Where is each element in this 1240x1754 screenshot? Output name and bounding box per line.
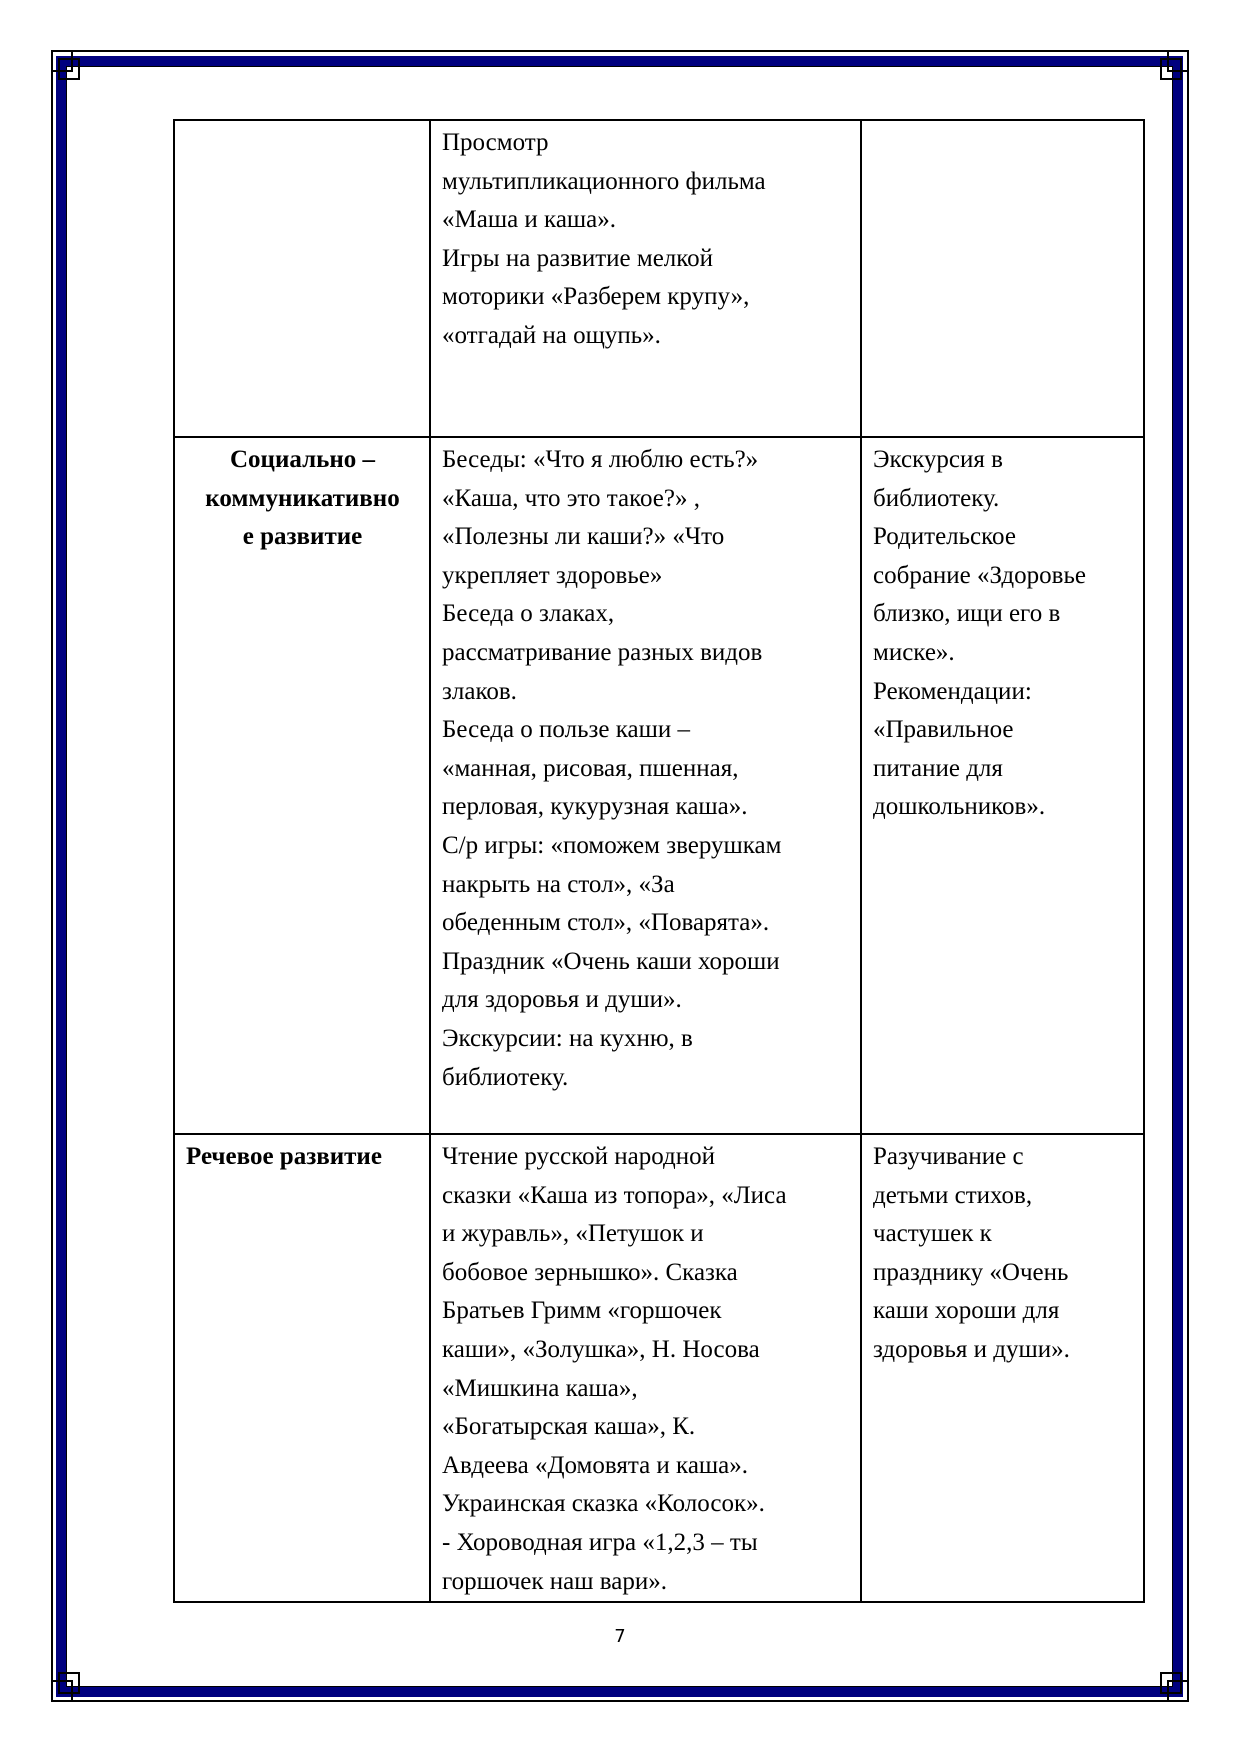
cell-text-line: каши», «Золушка», Н. Носова [442, 1335, 760, 1363]
cell-text-line: библиотеку. [873, 484, 1000, 512]
cell-text-line: Разучивание с [873, 1143, 1024, 1170]
cell-text-line: «отгадай на ощупь». [442, 321, 661, 349]
cell-text-line: Братьев Гримм «горшочек [442, 1297, 722, 1325]
cell-text-line: Праздник «Очень каши хороши [442, 947, 780, 975]
frame-corner-ornament [58, 1672, 80, 1694]
cell-text-line: собрание «Здоровье [873, 561, 1086, 589]
activities-cell [430, 437, 861, 1134]
area-cell [174, 120, 430, 437]
page-number: 7 [614, 1626, 626, 1647]
cell-text-line: Авдеева «Домовята и каша». [442, 1451, 749, 1479]
cell-text-line: «Каша, что это такое?» , [442, 484, 700, 512]
cell-text-line: библиотеку. [442, 1063, 569, 1091]
frame-corner-ornament [1160, 1672, 1182, 1694]
cell-text-line: близко, ищи его в [873, 600, 1061, 628]
cell-text-line: «Правильное [873, 716, 1014, 744]
activities-cell [430, 1134, 861, 1602]
cell-text-line: - Хороводная игра «1,2,3 – ты [442, 1528, 758, 1556]
cell-text-line: перловая, кукурузная каша». [442, 793, 748, 821]
cell-text-line: моторики «Разберем крупу», [442, 283, 750, 311]
family-cell [861, 1134, 1144, 1602]
cell-text-line: «Богатырская каша», К. [442, 1413, 696, 1441]
frame-corner-ornament [58, 58, 80, 80]
cell-text-line: здоровья и души». [873, 1335, 1070, 1363]
cell-text-line: миске». [873, 638, 955, 666]
family-cell [861, 437, 1144, 1134]
table-row [174, 120, 1144, 437]
cell-text-line: рассматривание разных видов [442, 638, 763, 666]
area-label-line: Социально – [230, 446, 375, 473]
cell-text-line: Игры на развитие мелкой [442, 244, 714, 272]
cell-text-line: Беседа о пользе каши – [442, 716, 690, 744]
cell-text-line: питание для [873, 754, 1003, 782]
cell-text-line: С/р игры: «поможем зверушкам [442, 831, 782, 859]
cell-text-line: обеденным стол», «Поварята». [442, 909, 770, 937]
cell-text-line: Экскурсия в [873, 446, 1003, 473]
frame-corner-ornament [1160, 58, 1182, 80]
cell-text-line: «Мишкина каша», [442, 1374, 638, 1402]
table-row [174, 1134, 1144, 1602]
activity-plan-table [173, 119, 1145, 1603]
area-label-line: е развитие [242, 523, 363, 551]
cell-text-line: бобовое зернышко». Сказка [442, 1258, 738, 1286]
cell-text-line: злаков. [442, 677, 517, 705]
cell-text-line: горшочек наш вари». [442, 1567, 667, 1595]
area-cell [174, 437, 430, 1134]
cell-text-line: сказки «Каша из топора», «Лиса [442, 1181, 787, 1209]
cell-text-line: «Маша и каша». [442, 206, 617, 234]
table-row [174, 437, 1144, 1134]
cell-text-line: дошкольников». [873, 793, 1046, 821]
cell-text-line: Рекомендации: [873, 677, 1032, 705]
cell-text-line: Чтение русской народной [442, 1143, 715, 1170]
cell-text-line: «манная, рисовая, пшенная, [442, 754, 739, 782]
area-label-line: коммуникативно [205, 484, 400, 512]
cell-text-line: Экскурсии: на кухню, в [442, 1024, 693, 1052]
area-cell [174, 1134, 430, 1602]
cell-text-line: накрыть на стол», «За [442, 870, 675, 898]
cell-text-line: Беседы: «Что я люблю есть?» [442, 446, 759, 473]
cell-text-line: Беседа о злаках, [442, 600, 615, 628]
cell-text-line: празднику «Очень [873, 1258, 1069, 1286]
cell-text-line: Украинская сказка «Колосок». [442, 1490, 765, 1518]
cell-text-line: Просмотр [442, 129, 549, 156]
cell-text-line: «Полезны ли каши?» «Что [442, 523, 725, 551]
cell-text-line: детьми стихов, [873, 1181, 1033, 1209]
cell-text-line: укрепляет здоровье» [442, 561, 663, 589]
cell-text-line: Родительское [873, 523, 1016, 551]
activities-cell [430, 120, 861, 437]
area-label-line: Речевое развитие [186, 1143, 382, 1170]
cell-text-line: для здоровья и души». [442, 986, 682, 1014]
cell-text-line: каши хороши для [873, 1297, 1060, 1325]
cell-text-line: и журавль», «Петушок и [442, 1220, 704, 1248]
cell-text-line: мультипликационного фильма [442, 167, 766, 195]
family-cell [861, 120, 1144, 437]
cell-text-line: частушек к [873, 1220, 992, 1248]
